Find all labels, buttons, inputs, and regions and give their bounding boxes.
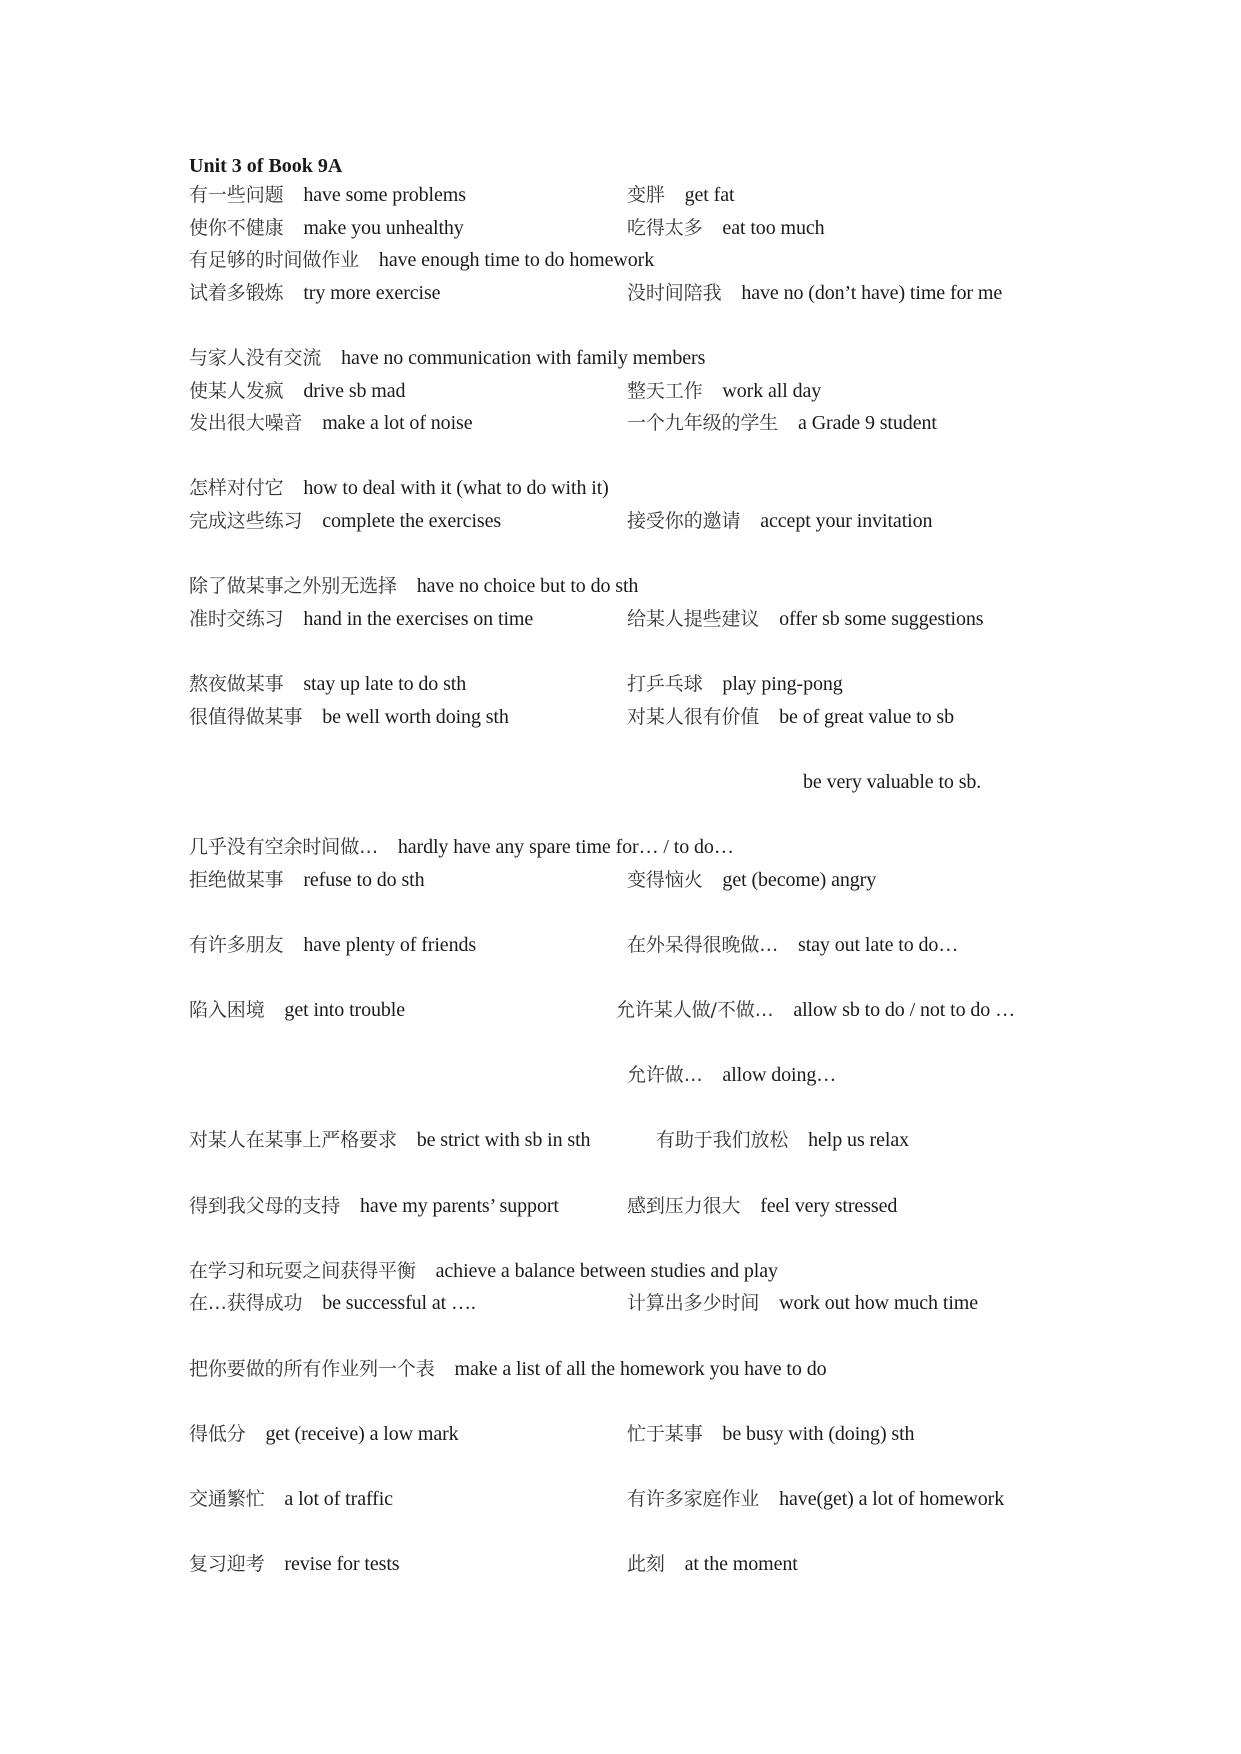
vocab-entry: [189, 997, 405, 1023]
chinese-term: 发出很大噪音: [189, 412, 303, 435]
english-phrase: get fat: [684, 184, 735, 206]
english-phrase: have enough time to do homework: [378, 249, 655, 272]
english-phrase: feel very stressed: [760, 1194, 898, 1217]
chinese-term: 忙于某事: [627, 1422, 703, 1445]
chinese-term: 得到我父母的支持: [189, 1194, 341, 1217]
english-phrase: eat too much: [722, 216, 825, 239]
english-phrase: try more exercise: [303, 281, 441, 304]
chinese-term: 没时间陪我: [627, 281, 722, 304]
vocab-entry: [189, 834, 734, 860]
chinese-term: 计算出多少时间: [627, 1292, 760, 1315]
english-phrase: help us relax: [808, 1129, 910, 1152]
chinese-term: 有一些问题: [189, 184, 284, 206]
english-phrase: have(get) a lot of homework: [779, 1488, 1005, 1510]
vocab-entry: [189, 1290, 476, 1316]
chinese-term: 打乒乓球: [627, 673, 703, 695]
chinese-term: 给某人提些建议: [627, 607, 760, 630]
chinese-term: 陷入困境: [189, 999, 265, 1021]
english-phrase: drive sb mad: [303, 379, 406, 402]
chinese-term: 在学习和玩耍之间获得平衡: [189, 1259, 416, 1282]
english-phrase: achieve a balance between studies and play: [435, 1259, 778, 1282]
vocab-entry: [189, 671, 466, 697]
english-phrase: be successful at ….: [322, 1292, 476, 1315]
english-phrase: hand in the exercises on time: [303, 607, 534, 630]
english-phrase: have plenty of friends: [303, 933, 477, 956]
english-phrase: refuse to do sth: [303, 868, 425, 891]
chinese-term: 在…获得成功: [189, 1292, 303, 1315]
chinese-term: 拒绝做某事: [189, 868, 284, 891]
chinese-term: 很值得做某事: [189, 705, 303, 728]
vocab-entry: [627, 182, 734, 208]
chinese-term: 准时交练习: [189, 607, 284, 630]
english-phrase: allow doing…: [722, 1064, 837, 1087]
english-phrase: get (receive) a low mark: [265, 1422, 459, 1445]
chinese-term: 对某人在某事上严格要求: [189, 1129, 397, 1152]
chinese-term: 变胖: [627, 184, 665, 206]
vocab-entry: [627, 704, 954, 730]
document-title: Unit 3 of Book 9A: [189, 155, 343, 177]
english-phrase: be of great value to sb: [779, 705, 954, 728]
vocab-entry: [627, 1062, 836, 1088]
english-phrase: make a list of all the homework you have to do: [454, 1357, 827, 1380]
english-phrase: be well worth doing sth: [322, 705, 509, 728]
vocab-entry: [189, 215, 464, 241]
chinese-term: 感到压力很大: [627, 1194, 741, 1217]
vocab-entry: [189, 573, 638, 599]
english-phrase: have no choice but to do sth: [416, 575, 639, 598]
vocab-entry: [189, 508, 501, 534]
english-phrase: get into trouble: [284, 999, 406, 1021]
vocab-entry: [189, 932, 476, 958]
english-phrase: revise for tests: [284, 1553, 400, 1576]
vocab-entry: [627, 410, 937, 436]
english-phrase: accept your invitation: [760, 510, 933, 532]
chinese-term: 交通繁忙: [189, 1488, 265, 1510]
chinese-term: 变得恼火: [627, 868, 703, 891]
chinese-term: 使某人发疯: [189, 379, 284, 402]
vocab-entry: [616, 997, 1015, 1023]
chinese-term: 把你要做的所有作业列一个表: [189, 1357, 435, 1380]
vocab-entry: [627, 1421, 914, 1447]
chinese-term: 试着多锻炼: [189, 281, 284, 304]
chinese-term: 得低分: [189, 1422, 246, 1445]
vocab-entry: [189, 475, 609, 501]
chinese-term: 除了做某事之外别无选择: [189, 575, 397, 598]
vocab-entry: [189, 247, 654, 273]
vocab-entry: [627, 671, 843, 697]
english-phrase: a lot of traffic: [284, 1488, 393, 1510]
english-phrase: how to deal with it (what to do with it): [303, 477, 609, 500]
chinese-term: 一个九年级的学生: [627, 412, 779, 435]
vocab-entry: [627, 508, 932, 534]
vocab-entry: [627, 932, 958, 958]
vocab-entry: [189, 704, 509, 730]
english-phrase: at the moment: [684, 1553, 798, 1576]
english-phrase: play ping-pong: [722, 673, 843, 695]
vocab-entry: [189, 1486, 393, 1512]
vocab-entry: [627, 606, 983, 632]
chinese-term: 有许多家庭作业: [627, 1488, 760, 1510]
chinese-term: 整天工作: [627, 379, 703, 402]
vocab-entry: [189, 345, 705, 371]
english-phrase: have no (don’t have) time for me: [741, 281, 1003, 304]
chinese-term: 使你不健康: [189, 216, 284, 239]
vocab-entry: [627, 1486, 1004, 1512]
chinese-term: 与家人没有交流: [189, 347, 322, 369]
vocab-entry: [189, 378, 405, 404]
english-phrase: have my parents’ support: [360, 1194, 559, 1217]
chinese-term: 吃得太多: [627, 216, 703, 239]
chinese-term: 怎样对付它: [189, 477, 284, 500]
english-phrase: allow sb to do / not to do …: [793, 999, 1015, 1021]
english-phrase: have some problems: [303, 184, 466, 206]
english-phrase: make a lot of noise: [322, 412, 473, 435]
vocab-entry: [189, 182, 466, 208]
vocab-entry: [189, 1258, 778, 1284]
vocab-entry: [627, 1290, 978, 1316]
vocab-entry: [189, 867, 424, 893]
chinese-term: 允许做…: [627, 1064, 703, 1087]
vocab-entry: [189, 1127, 590, 1153]
vocab-entry: [656, 1127, 909, 1153]
vocab-entry: [189, 606, 533, 632]
vocab-entry: [627, 280, 1002, 306]
chinese-term: 接受你的邀请: [627, 510, 741, 532]
english-phrase: have no communication with family members: [341, 347, 706, 369]
vocab-entry: [189, 1551, 399, 1577]
chinese-term: 允许某人做/不做…: [616, 999, 774, 1021]
chinese-term: 熬夜做某事: [189, 673, 284, 695]
english-phrase: be strict with sb in sth: [416, 1129, 591, 1152]
chinese-term: 复习迎考: [189, 1553, 265, 1576]
english-phrase: get (become) angry: [722, 868, 877, 891]
chinese-term: 对某人很有价值: [627, 705, 760, 728]
english-phrase: stay up late to do sth: [303, 673, 467, 695]
english-phrase: stay out late to do…: [798, 933, 959, 956]
vocab-entry: [189, 1356, 827, 1382]
english-phrase: offer sb some suggestions: [779, 607, 984, 630]
vocab-entry: [627, 867, 876, 893]
chinese-term: 几乎没有空余时间做…: [189, 836, 379, 858]
vocab-entry: [627, 1551, 798, 1577]
english-phrase: complete the exercises: [322, 510, 502, 532]
vocab-entry: [189, 410, 473, 436]
english-phrase: be very valuable to sb.: [803, 770, 982, 793]
chinese-term: 在外呆得很晚做…: [627, 933, 779, 956]
english-phrase: work all day: [722, 379, 822, 402]
vocab-entry: [627, 1193, 897, 1219]
vocab-entry: [189, 1193, 559, 1219]
chinese-term: 有足够的时间做作业: [189, 249, 360, 272]
vocab-entry: [627, 215, 825, 241]
english-phrase: a Grade 9 student: [798, 412, 937, 435]
vocab-entry: [803, 769, 981, 795]
english-phrase: make you unhealthy: [303, 216, 464, 239]
english-phrase: work out how much time: [779, 1292, 979, 1315]
chinese-term: 完成这些练习: [189, 510, 303, 532]
vocab-entry: [189, 1421, 459, 1447]
chinese-term: 此刻: [627, 1553, 665, 1576]
chinese-term: 有许多朋友: [189, 933, 284, 956]
chinese-term: 有助于我们放松: [656, 1129, 789, 1152]
vocab-entry: [627, 378, 821, 404]
vocab-entry: [189, 280, 440, 306]
english-phrase: hardly have any spare time for… / to do…: [397, 836, 734, 858]
english-phrase: be busy with (doing) sth: [722, 1422, 915, 1445]
